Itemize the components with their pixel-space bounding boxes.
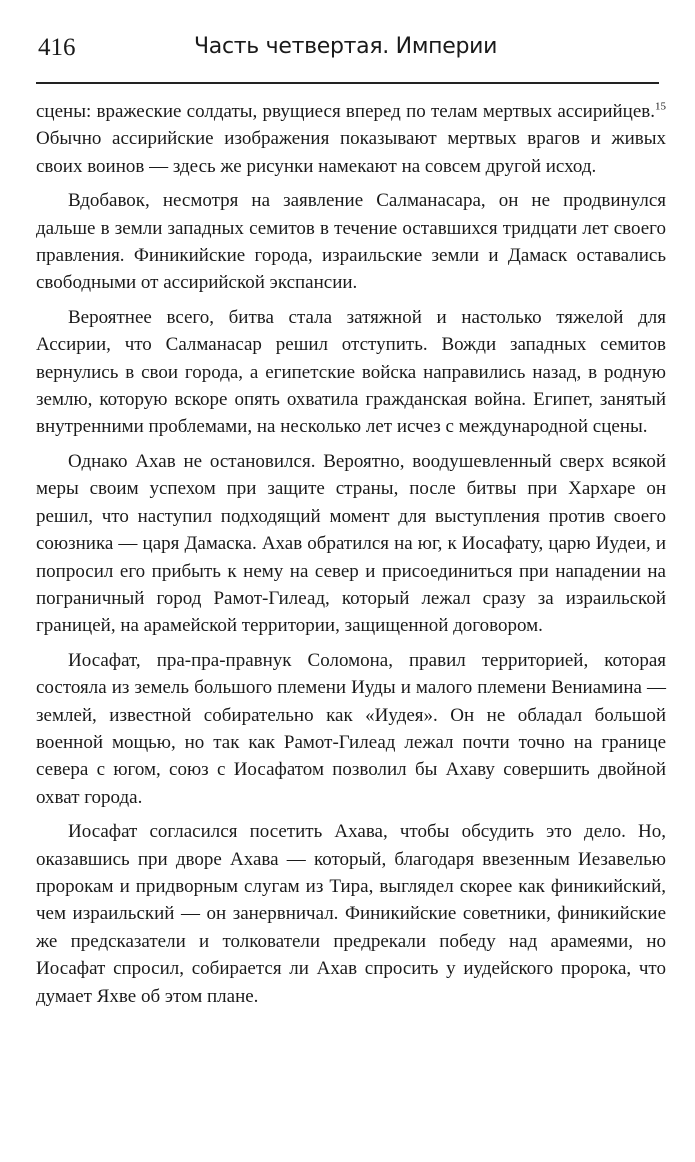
header-rule	[36, 82, 659, 84]
paragraph-4: Однако Ахав не остановился. Вероятно, воодушевленный сверх всякой меры своим успехом при защите страны, после битвы при Xархаре он решил, что наступил подходящий момент для выступления против своего союзника — царя Дамаска. Ахав обратился на юг, к Иосафату, царю Иудеи, и попросил его прибыть к нему на север и присоединиться при нападении на пограничный город Рамот-Гилеад, который лежал сразу за израильской границей, на арамейской территории, защищенной договором.	[36, 450, 666, 637]
body-text	[36, 98, 666, 1017]
paragraph-2: Вдобавок, несмотря на заявление Салманасара, он не продвинулся дальше в земли западных семитов в течение оставшихся тридцати лет своего правления. Финикийские города, израильские земли и Дамаск оставались свободными от ассирийской экспансии.	[36, 190, 666, 294]
paragraph-1	[36, 98, 666, 180]
page-header	[36, 28, 657, 68]
paragraph-text: Обычно ассирийские изображения показывают мертвых врагов и живых своих воинов — здесь же рисунки намекают на совсем другой исход.	[36, 128, 666, 177]
page-number: 416	[38, 34, 76, 61]
footnote-ref: 15	[655, 100, 666, 113]
paragraph-3: Вероятнее всего, битва стала затяжной и настолько тяжелой для Ассирии, что Салманасар решил отступить. Вожди западных семитов вернулись в свои города, а египетские войска направились назад, в родную землю, которую вскоре опять охватила гражданская война. Египет, занятый внутренними проблемами, на несколько лет исчез с международной сцены.	[36, 306, 666, 438]
paragraph-5: Иосафат, пра-пра-правнук Соломона, правил территорией, которая состояла из земель большого племени Иуды и малого племени Вениамина — землей, известной собирательно как «Иудея». Он не обладал большой военной мощью, но так как Рамот-Гилеад лежал почти точно на границе севера с югом, союз с Иосафатом позволил бы Ахаву совершить двойной охват города.	[36, 649, 666, 808]
paragraph-6: Иосафат согласился посетить Ахава, чтобы обсудить это дело. Но, оказавшись при дворе Ахава — который, благодаря ввезенным Иезавелью пророкам и придворным слугам из Тира, выглядел скорее как финикийский, чем израильский — он занервничал. Финикийские советники, финикийские же предсказатели и толкователи предрекали победу над арамеями, но Иосафат спросил, собирается ли Ахав спросить у иудейского пророка, что думает Яхве об этом плане.	[36, 821, 666, 1007]
paragraph-text: сцены: вражеские солдаты, рвущиеся вперед по телам мертвых ассирийцев.	[36, 101, 655, 122]
running-title: Часть четвертая. Империи	[194, 34, 498, 59]
